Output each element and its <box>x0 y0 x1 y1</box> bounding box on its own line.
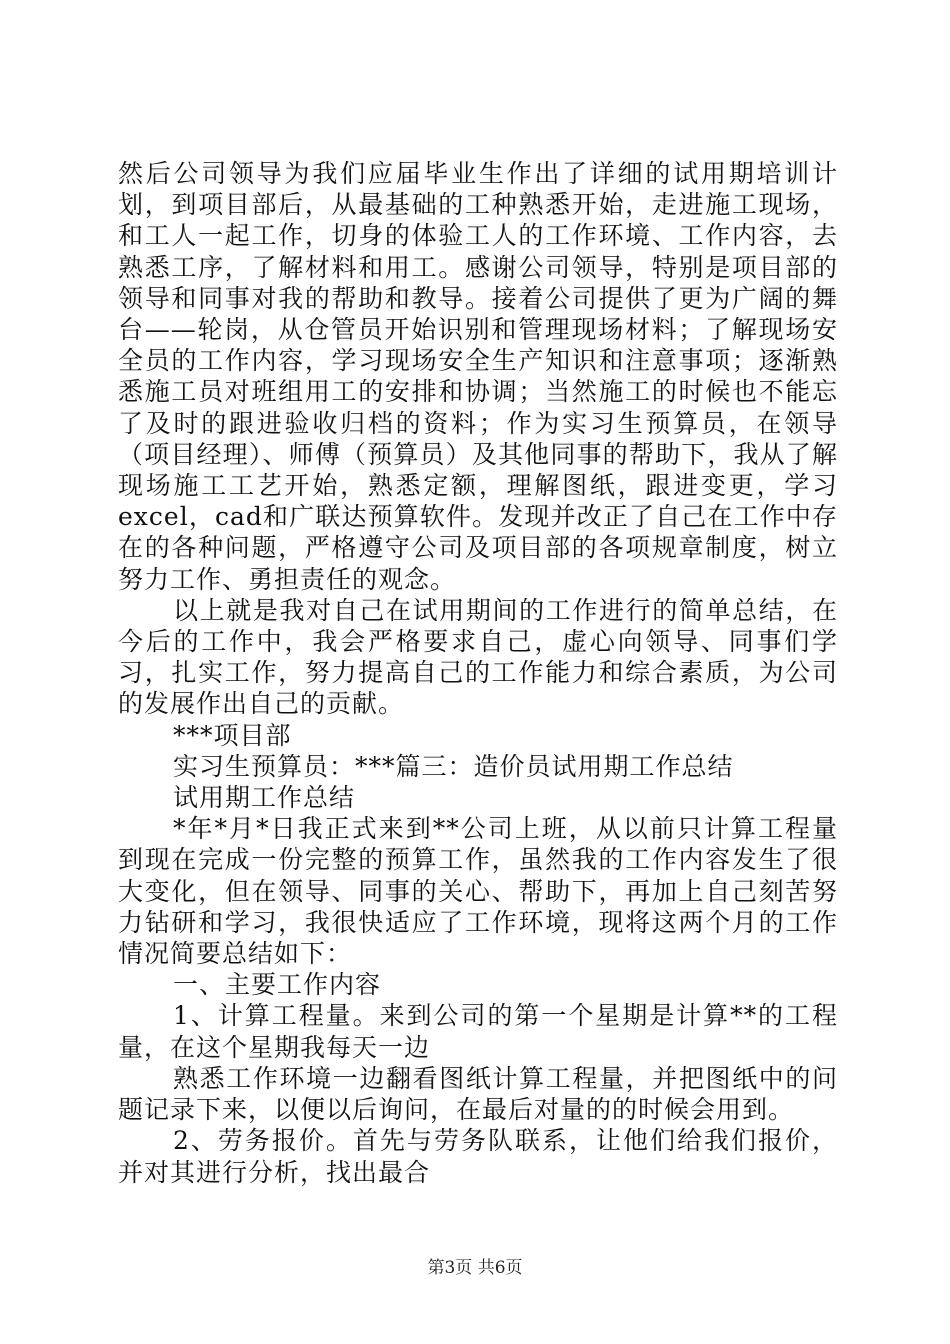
paragraph-department: ***项目部 <box>173 720 292 750</box>
paragraph-training-plan: 然后公司领导为我们应届毕业生作出了详细的试用期培训计划，到项目部后，从最基础的工种熟悉开始，走进施工现场，和工人一起工作，切身的体验工人的工作环境、工作内容，去熟悉工序，了解材料和用工。感谢公司领导，特别是项目部的领导和同事对我的帮助和教导。接着公司提供了更为广阔的舞台——轮岗，从仓管员开始识别和管理现场材料；了解现场安全员的工作内容，学习现场安全生产知识和注意事项；逐渐熟悉施工员对班组用工的安排和协调；当然施工的时候也不能忘了及时的跟进验收归档的资料；作为实习生预算员，在领导（项目经理）、师傅（预算员）及其他同事的帮助下，我从了解现场施工工艺开始，熟悉定额，理解图纸，跟进变更，学习excel，cad和广联达预算软件。发现并改正了自己在工作中存在的各种问题，严格遵守公司及项目部的各项规章制度，树立努力工作、勇担责任的观念。 <box>118 159 838 594</box>
section-title: 试用期工作总结 <box>173 783 356 813</box>
heading-main-work: 一、主要工作内容 <box>173 970 382 1000</box>
paragraph-item-2: 2、劳务报价。首先与劳务队联系，让他们给我们报价，并对其进行分析，找出最合 <box>118 1126 838 1187</box>
document-body <box>118 158 838 1188</box>
page-footer: 第3页 共6页 <box>427 1258 523 1278</box>
paragraph-item-1-continued: 熟悉工作环境一边翻看图纸计算工程量，并把图纸中的问题记录下来，以便以后询问，在最后对量的的时候会用到。 <box>118 1063 838 1125</box>
paragraph-item-1: 1、计算工程量。来到公司的第一个星期是计算**的工程量，在这个星期我每天一边 <box>118 1001 838 1062</box>
paragraph-summary-conclusion: 以上就是我对自己在试用期间的工作进行的简单总结，在今后的工作中，我会严格要求自己，虚心向领导、同事们学习，扎实工作，努力提高自己的工作能力和综合素质，为公司的发展作出自己的贡献。 <box>118 595 838 719</box>
paragraph-signature-and-section-heading: 实习生预算员：***篇三：造价员试用期工作总结 <box>173 751 734 781</box>
paragraph-intro: *年*月*日我正式来到**公司上班，从以前只计算工程量到现在完成一份完整的预算工作，虽然我的工作内容发生了很大变化，但在领导、同事的关心、帮助下，再加上自己刻苦努力钻研和学习，我很快适应了工作环境，现将这两个月的工作情况简要总结如下： <box>118 814 838 969</box>
